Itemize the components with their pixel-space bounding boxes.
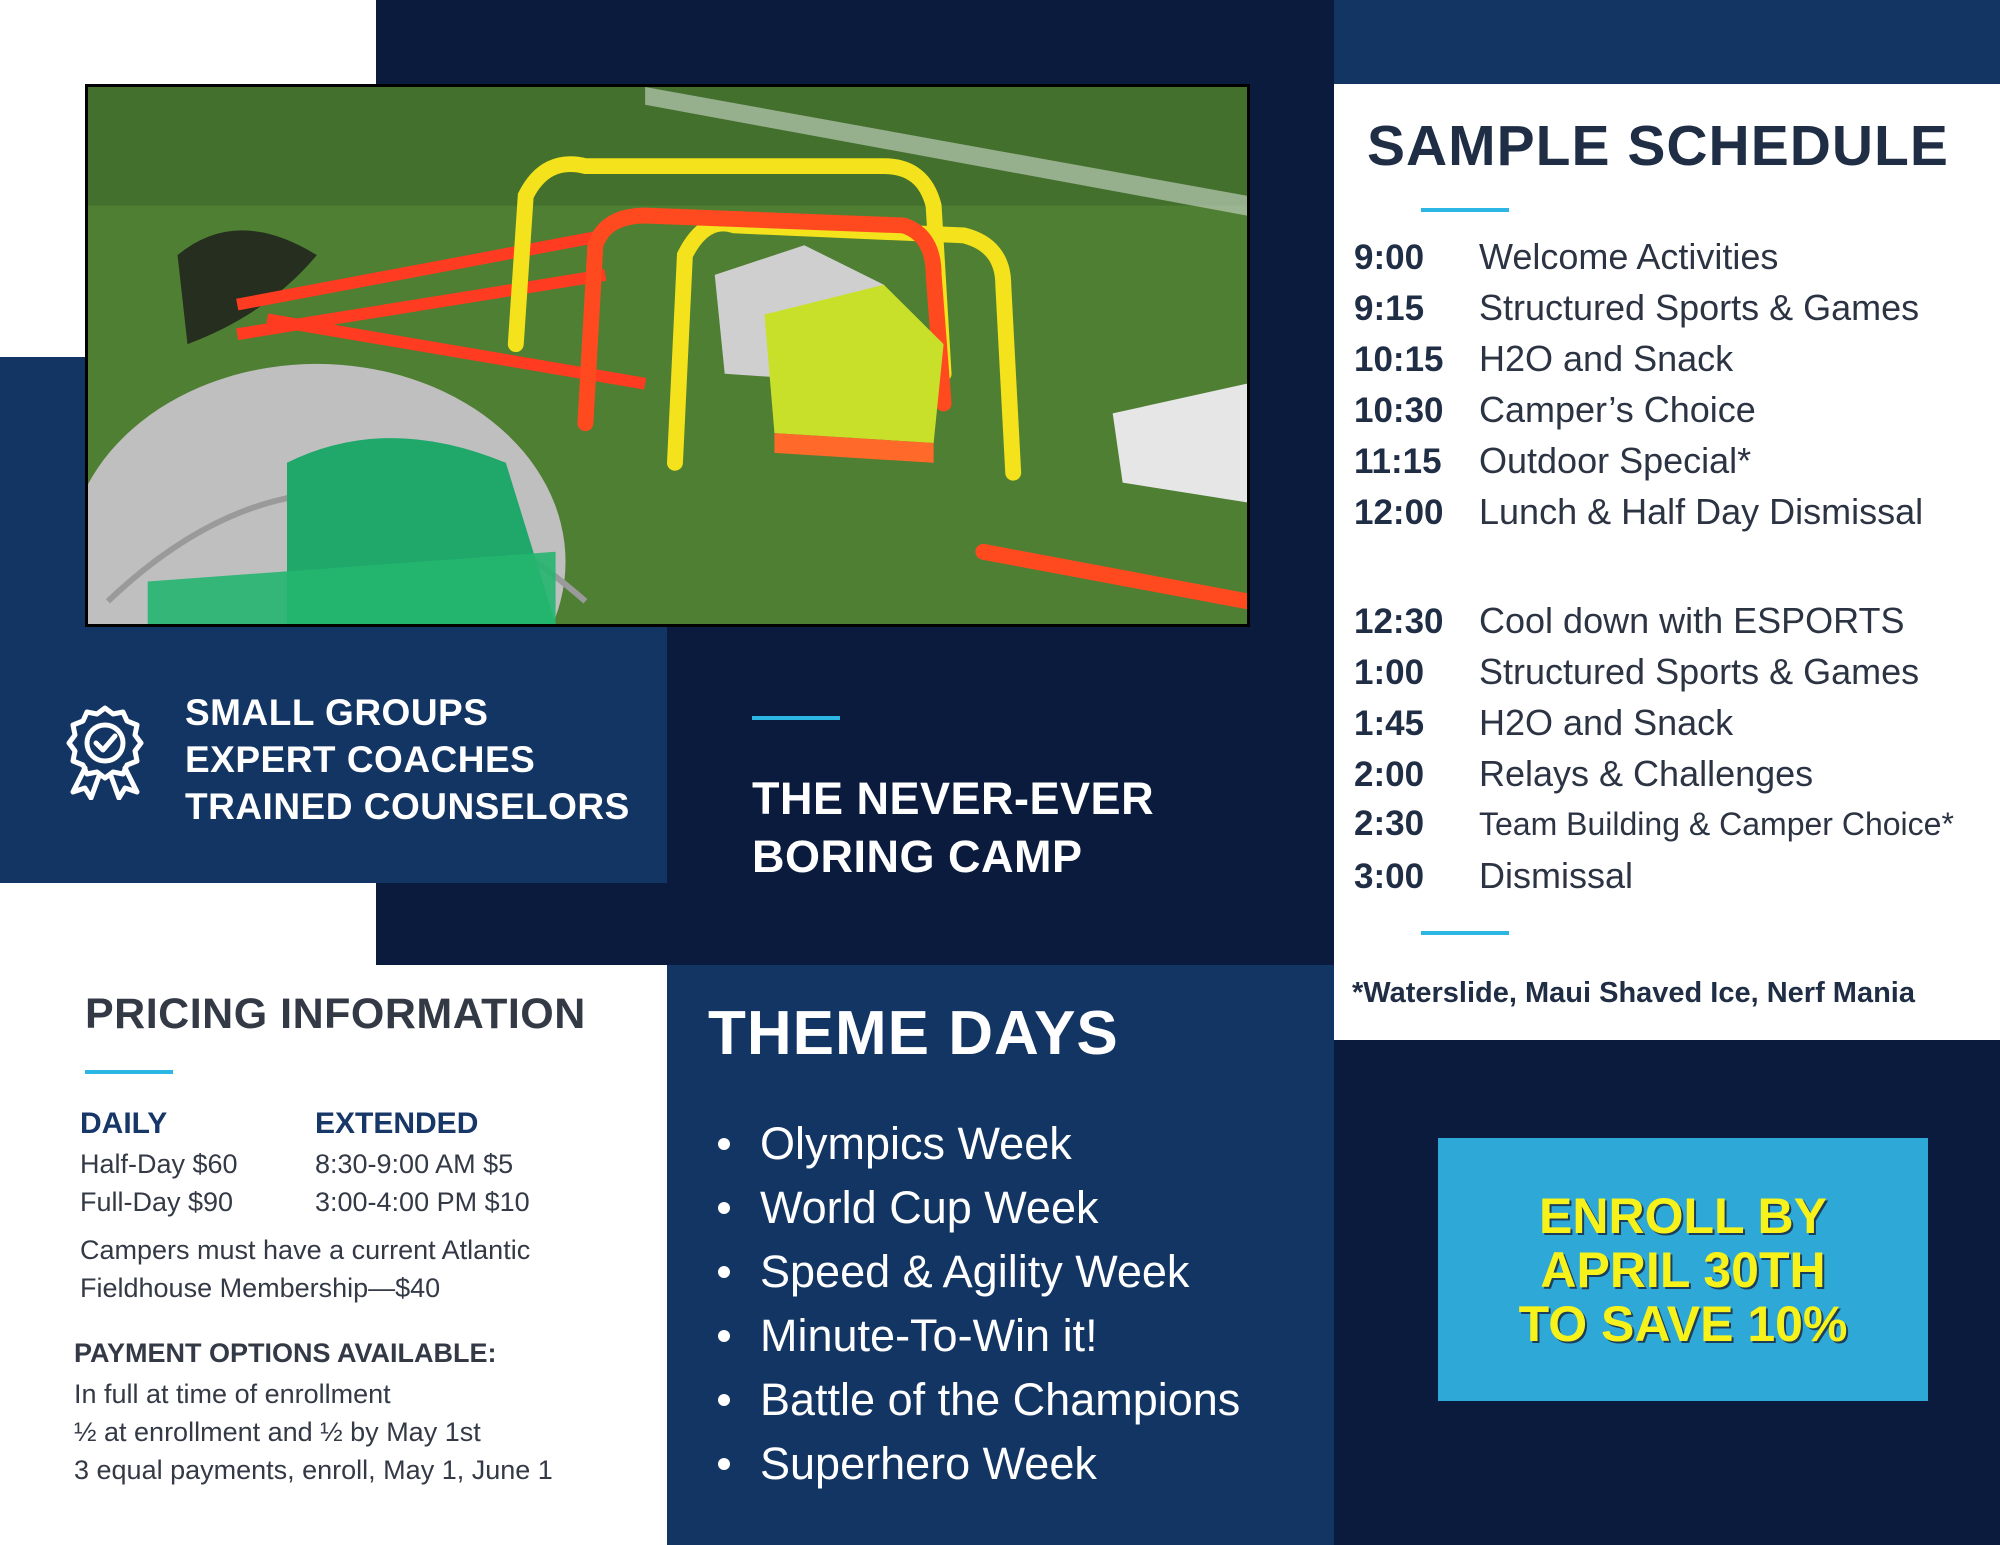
schedule-time: 2:30: [1354, 804, 1425, 843]
schedule-time: 11:15: [1354, 442, 1442, 481]
schedule-footnote: *Waterslide, Maui Shaved Ice, Nerf Mania: [1352, 977, 1915, 1009]
feature-trained-counselors: TRAINED COUNSELORS: [185, 786, 630, 827]
schedule-row: [1354, 753, 1954, 804]
extended-morning: 8:30-9:00 AM $5: [315, 1149, 514, 1179]
bullet-icon: [718, 1394, 730, 1406]
schedule-row: [1354, 389, 1923, 440]
extended-afternoon: 3:00-4:00 PM $10: [315, 1187, 530, 1217]
extended-heading: EXTENDED: [315, 1107, 479, 1140]
schedule-time: 3:00: [1354, 857, 1425, 896]
schedule-time: 2:00: [1354, 755, 1425, 794]
schedule-afternoon: [1354, 600, 1954, 906]
schedule-time: 10:15: [1354, 340, 1444, 379]
enroll-line-1: ENROLL BY: [1539, 1187, 1827, 1244]
schedule-row: [1354, 651, 1954, 702]
pricing-accent-line: [85, 1070, 173, 1074]
award-ribbon-icon: [55, 700, 155, 800]
pricing-title: PRICING INFORMATION: [85, 990, 586, 1038]
theme-day-label: Battle of the Champions: [760, 1374, 1241, 1425]
theme-day-item: [708, 1112, 1240, 1176]
schedule-time: 12:00: [1354, 493, 1444, 532]
schedule-row: [1354, 236, 1923, 287]
schedule-row: [1354, 855, 1954, 906]
theme-day-label: Minute-To-Win it!: [760, 1310, 1098, 1361]
schedule-activity: Structured Sports & Games: [1479, 651, 1920, 692]
schedule-row: [1354, 491, 1923, 542]
theme-days-list: [708, 1112, 1240, 1496]
payment-options: [74, 1338, 553, 1489]
schedule-morning: [1354, 236, 1923, 542]
schedule-time: 1:00: [1354, 653, 1425, 692]
daily-heading: DAILY: [80, 1107, 168, 1140]
theme-day-label: Olympics Week: [760, 1118, 1072, 1169]
payment-option: 3 equal payments, enroll, May 1, June 1: [74, 1455, 553, 1485]
schedule-bottom-accent: [1421, 931, 1509, 935]
schedule-row: [1354, 804, 1954, 855]
membership-note: [80, 1231, 530, 1307]
schedule-activity: H2O and Snack: [1479, 338, 1734, 379]
membership-line-1: Campers must have a current Atlantic: [80, 1235, 531, 1265]
daily-full-day: Full-Day $90: [80, 1187, 234, 1217]
pricing-daily: [80, 1107, 238, 1221]
schedule-activity: Welcome Activities: [1479, 236, 1779, 277]
schedule-time: 1:45: [1354, 704, 1425, 743]
schedule-activity: Cool down with ESPORTS: [1479, 600, 1905, 641]
tagline-line-1: THE NEVER-EVER: [752, 773, 1155, 824]
theme-day-item: [708, 1176, 1240, 1240]
tagline-accent-line: [752, 716, 840, 720]
schedule-row: [1354, 338, 1923, 389]
feature-small-groups: SMALL GROUPS: [185, 692, 489, 733]
schedule-row: [1354, 287, 1923, 338]
bullet-icon: [718, 1202, 730, 1214]
enroll-line-3: TO SAVE 10%: [1518, 1295, 1848, 1352]
schedule-activity: Lunch & Half Day Dismissal: [1479, 491, 1924, 532]
schedule-activity: Structured Sports & Games: [1479, 287, 1920, 328]
theme-day-item: [708, 1432, 1240, 1496]
pricing-extended: [315, 1107, 530, 1221]
theme-day-item: [708, 1304, 1240, 1368]
schedule-row: [1354, 702, 1954, 753]
schedule-time: 9:15: [1354, 289, 1425, 328]
tagline: [752, 770, 1154, 886]
schedule-activity: Camper’s Choice: [1479, 389, 1756, 430]
schedule-time: 12:30: [1354, 602, 1444, 641]
theme-day-item: [708, 1240, 1240, 1304]
payment-option: In full at time of enrollment: [74, 1379, 391, 1409]
tagline-line-2: BORING CAMP: [752, 831, 1083, 882]
schedule-activity: H2O and Snack: [1479, 702, 1734, 743]
payment-option: ½ at enrollment and ½ by May 1st: [74, 1417, 481, 1447]
bullet-icon: [718, 1458, 730, 1470]
theme-day-item: [708, 1368, 1240, 1432]
enroll-callout: [1438, 1138, 1928, 1401]
daily-half-day: Half-Day $60: [80, 1149, 238, 1179]
schedule-row: [1354, 440, 1923, 491]
payment-heading: PAYMENT OPTIONS AVAILABLE:: [74, 1338, 497, 1368]
schedule-row: [1354, 600, 1954, 651]
schedule-title: SAMPLE SCHEDULE: [1367, 114, 1949, 178]
schedule-time: 9:00: [1354, 238, 1425, 277]
theme-day-label: Speed & Agility Week: [760, 1246, 1190, 1297]
bullet-icon: [718, 1266, 730, 1278]
schedule-activity: Relays & Challenges: [1479, 753, 1814, 794]
theme-days-title: THEME DAYS: [708, 999, 1119, 1068]
schedule-activity: Outdoor Special*: [1479, 440, 1752, 481]
bullet-icon: [718, 1330, 730, 1342]
schedule-activity: Team Building & Camper Choice*: [1479, 806, 1954, 842]
feature-expert-coaches: EXPERT COACHES: [185, 739, 536, 780]
features-list: [185, 689, 630, 830]
enroll-line-2: APRIL 30TH: [1540, 1241, 1826, 1298]
top-right-strip: [1334, 0, 2000, 84]
schedule-activity: Dismissal: [1479, 855, 1634, 896]
schedule-time: 10:30: [1354, 391, 1444, 430]
membership-line-2: Fieldhouse Membership—$40: [80, 1273, 441, 1303]
theme-day-label: World Cup Week: [760, 1182, 1099, 1233]
schedule-accent-line: [1421, 208, 1509, 212]
theme-day-label: Superhero Week: [760, 1438, 1097, 1489]
bullet-icon: [718, 1138, 730, 1150]
sports-equipment-photo: [85, 84, 1250, 627]
